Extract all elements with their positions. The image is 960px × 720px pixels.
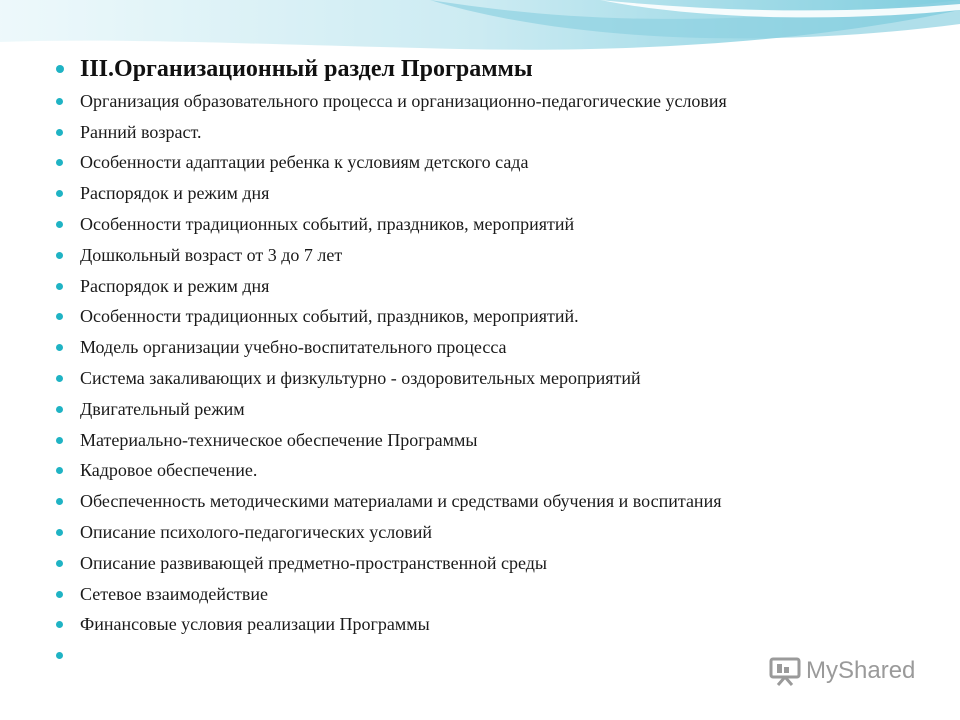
presentation-icon — [768, 656, 802, 686]
bullet-icon — [56, 159, 63, 166]
bullet-icon — [56, 283, 63, 290]
list-item — [56, 86, 936, 117]
list-item — [56, 456, 936, 487]
bullet-icon — [56, 621, 63, 628]
list-item-text: Обеспеченность методическими материалами и средствами обучения и воспитания — [80, 491, 722, 512]
bullet-icon — [56, 560, 63, 567]
list-item — [56, 425, 936, 456]
bullet-icon — [56, 652, 63, 659]
bullet-icon — [56, 498, 63, 505]
list-item-text: Особенности традиционных событий, праздников, мероприятий. — [80, 306, 579, 327]
slide-title-text: III.Организационный раздел Программы — [80, 55, 533, 82]
list-item — [56, 117, 936, 148]
list-item-text: Описание психолого-педагогических условий — [80, 522, 433, 543]
bullet-icon — [56, 344, 63, 351]
list-item — [56, 240, 936, 271]
bullet-icon — [56, 252, 63, 259]
list-item — [56, 148, 936, 179]
watermark-text: MyShared — [806, 657, 916, 684]
list-item — [56, 363, 936, 394]
list-item — [56, 486, 936, 517]
list-item-text: Финансовые условия реализации Программы — [80, 614, 430, 635]
list-item-text: Распорядок и режим дня — [80, 275, 270, 296]
list-item-text: Распорядок и режим дня — [80, 183, 270, 204]
list-item — [56, 579, 936, 610]
list-item-text: Организация образовательного процесса и организационно-педагогические условия — [80, 90, 727, 111]
bullet-icon — [56, 591, 63, 598]
list-item-text: Сетевое взаимодействие — [80, 583, 269, 604]
list-item-text: Система закаливающих и физкультурно - оздоровительных мероприятий — [80, 368, 641, 389]
bullet-icon — [56, 98, 63, 105]
list-item — [56, 209, 936, 240]
bullet-icon — [56, 375, 63, 382]
list-item-text: Материально-техническое обеспечение Программы — [80, 429, 478, 450]
bullet-icon — [56, 190, 63, 197]
bullet-icon — [56, 437, 63, 444]
list-item-text: Модель организации учебно-воспитательного процесса — [80, 337, 507, 358]
list-item — [56, 394, 936, 425]
bullet-icon — [56, 529, 63, 536]
bullet-icon — [56, 406, 63, 413]
list-item — [56, 517, 936, 548]
slide-content — [56, 52, 936, 670]
list-item-text: Особенности адаптации ребенка к условиям детского сада — [80, 152, 529, 173]
bullet-icon — [56, 65, 64, 73]
list-item-text: Дошкольный возраст от 3 до 7 лет — [80, 244, 343, 265]
bullet-list — [56, 86, 936, 640]
list-item-text: Описание развивающей предметно-пространственной среды — [80, 552, 547, 573]
list-item-text: Особенности традиционных событий, праздников, мероприятий — [80, 214, 575, 235]
bullet-icon — [56, 313, 63, 320]
list-item — [56, 548, 936, 579]
bullet-icon — [56, 129, 63, 136]
list-item-text: Двигательный режим — [80, 398, 245, 419]
bullet-icon — [56, 221, 63, 228]
bullet-icon — [56, 467, 63, 474]
list-item — [56, 271, 936, 302]
list-item-text: Ранний возраст. — [80, 121, 202, 142]
list-item — [56, 302, 936, 333]
list-item-text: Кадровое обеспечение. — [80, 460, 258, 481]
list-item — [56, 178, 936, 209]
list-item — [56, 610, 936, 641]
list-item — [56, 332, 936, 363]
watermark — [768, 656, 915, 686]
slide-title — [56, 52, 936, 86]
